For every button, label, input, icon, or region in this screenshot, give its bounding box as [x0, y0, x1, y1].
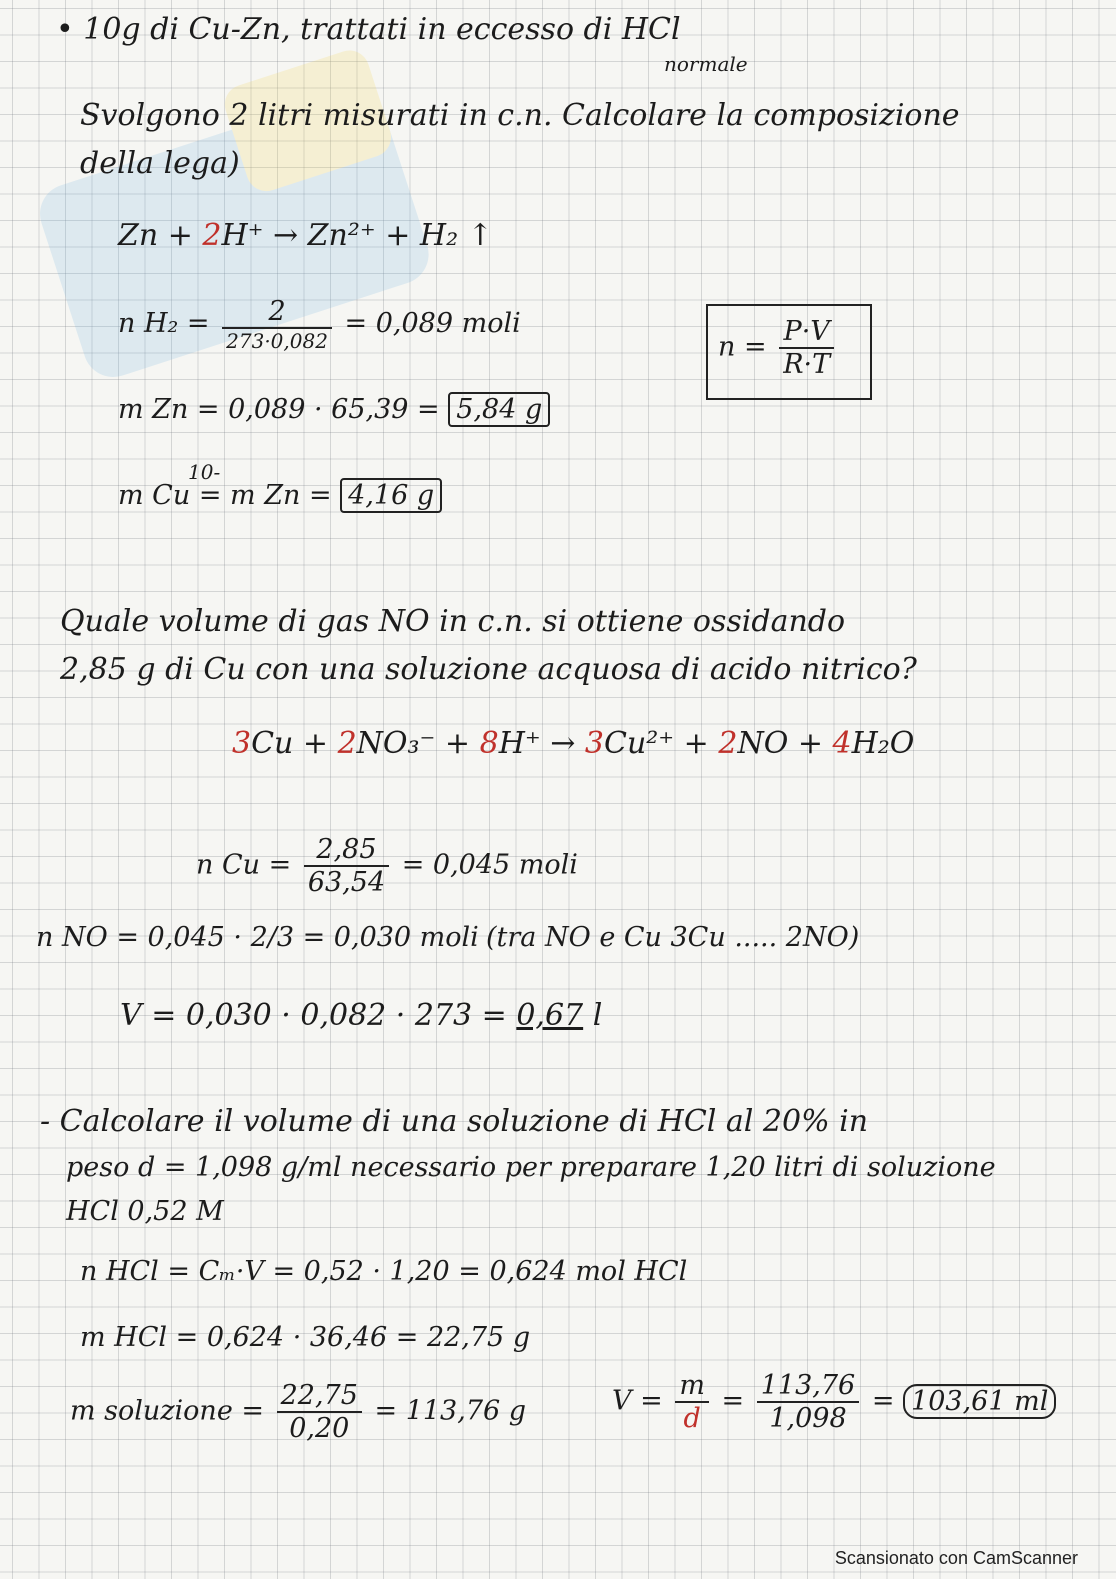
problem3-text-line2: peso d = 1,098 g/ml necessario per preparare 1,20 litri di soluzione [66, 1152, 996, 1183]
coef: 4 [832, 726, 852, 761]
problem1-reaction [118, 218, 493, 253]
v-fraction-values [757, 1370, 859, 1434]
n-cu-equation [196, 834, 578, 898]
reaction-part: H⁺ → Zn²⁺ + H₂ ↑ [221, 218, 493, 253]
v-denominator-d: d [683, 1403, 701, 1434]
m-solution-fraction [277, 1380, 362, 1444]
species: NO + [737, 726, 833, 761]
n-cu-numerator: 2,85 [304, 834, 389, 867]
v-equals: = [871, 1385, 895, 1417]
v-lhs: V = [612, 1385, 663, 1417]
n-h2-denominator: 273·0,082 [226, 329, 328, 353]
reaction-part: Zn + [118, 218, 203, 253]
problem3-text-line1: - Calcolare il volume di una soluzione di HCl al 20% in [40, 1104, 869, 1139]
n-h2-numerator: 2 [222, 296, 332, 329]
species: H⁺ → [498, 726, 585, 761]
problem1-text-line1: Svolgono 2 litri misurati in c.n. Calcolare la composizione [80, 98, 960, 133]
volume-equation [120, 998, 602, 1033]
v-numerator-value: 113,76 [757, 1370, 859, 1403]
m-solution-numerator: 22,75 [277, 1380, 362, 1413]
m-cu-annotation: 10- [188, 460, 221, 484]
problem3-text-line3: HCl 0,52 M [66, 1196, 224, 1227]
v-numerator-m: m [675, 1370, 709, 1403]
problem2-text-line2: 2,85 g di Cu con una soluzione acquosa di acido nitrico? [60, 652, 917, 687]
volume-result: 0,67 [516, 998, 584, 1033]
coef: 8 [479, 726, 499, 761]
coef: 3 [584, 726, 604, 761]
coef: 3 [232, 726, 252, 761]
problem1-title: • 10g di Cu-Zn, trattati in eccesso di HCl [56, 12, 681, 47]
m-zn-equation [118, 394, 550, 425]
formula-lhs: n = [718, 331, 767, 363]
volume-unit: l [592, 998, 603, 1033]
problem1-text-line2: della lega) [80, 146, 240, 181]
coef: 2 [337, 726, 357, 761]
formula-numerator: P·V [779, 316, 834, 349]
n-h2-equation [118, 296, 521, 353]
n-no-equation: n NO = 0,045 · 2/3 = 0,030 moli [36, 922, 479, 953]
volume-hcl-equation [612, 1370, 1056, 1434]
problem2-text-line1: Quale volume di gas NO in c.n. si ottiene ossidando [60, 604, 846, 639]
formula-fraction [779, 316, 834, 380]
m-cu-lhs: m Cu = m Zn = [118, 480, 332, 511]
scanner-footer: Scansionato con CamScanner [834, 1548, 1078, 1568]
v-result: 103,61 ml [903, 1384, 1056, 1419]
n-no-note: (tra NO e Cu 3Cu ..... 2NO) [486, 922, 860, 953]
v-equals: = [721, 1385, 745, 1417]
species: NO₃⁻ + [356, 726, 480, 761]
m-solution-equation [70, 1380, 526, 1444]
problem1-annotation: normale [664, 52, 748, 76]
species: Cu²⁺ + [604, 726, 719, 761]
m-solution-denominator: 0,20 [289, 1413, 350, 1444]
n-cu-fraction [304, 834, 389, 898]
m-hcl-equation: m HCl = 0,624 · 36,46 = 22,75 g [80, 1322, 531, 1353]
n-cu-lhs: n Cu = [196, 849, 292, 881]
n-hcl-equation: n HCl = Cₘ·V = 0,52 · 1,20 = 0,624 mol HCl [80, 1256, 688, 1287]
m-cu-result: 4,16 g [340, 478, 442, 513]
ideal-gas-formula [718, 316, 838, 380]
m-solution-lhs: m soluzione = [70, 1395, 265, 1427]
volume-lhs: V = 0,030 · 0,082 · 273 = [120, 998, 507, 1033]
v-fraction-md [675, 1370, 709, 1434]
v-denominator-value: 1,098 [769, 1403, 847, 1434]
n-cu-result: = 0,045 moli [401, 849, 578, 881]
coef: 2 [718, 726, 738, 761]
m-zn-lhs: m Zn = 0,089 · 65,39 = [118, 394, 440, 425]
species: Cu + [251, 726, 338, 761]
problem2-reaction [232, 726, 914, 761]
n-h2-fraction [222, 296, 332, 353]
reaction-coefficient: 2 [202, 218, 222, 253]
n-h2-lhs: n H₂ = [118, 308, 210, 339]
m-cu-equation [118, 480, 442, 511]
species: H₂O [851, 726, 915, 761]
n-h2-result: = 0,089 moli [344, 308, 521, 339]
m-zn-result: 5,84 g [448, 392, 550, 427]
formula-denominator: R·T [783, 349, 831, 380]
n-cu-denominator: 63,54 [307, 867, 386, 898]
m-solution-result: = 113,76 g [374, 1395, 527, 1427]
